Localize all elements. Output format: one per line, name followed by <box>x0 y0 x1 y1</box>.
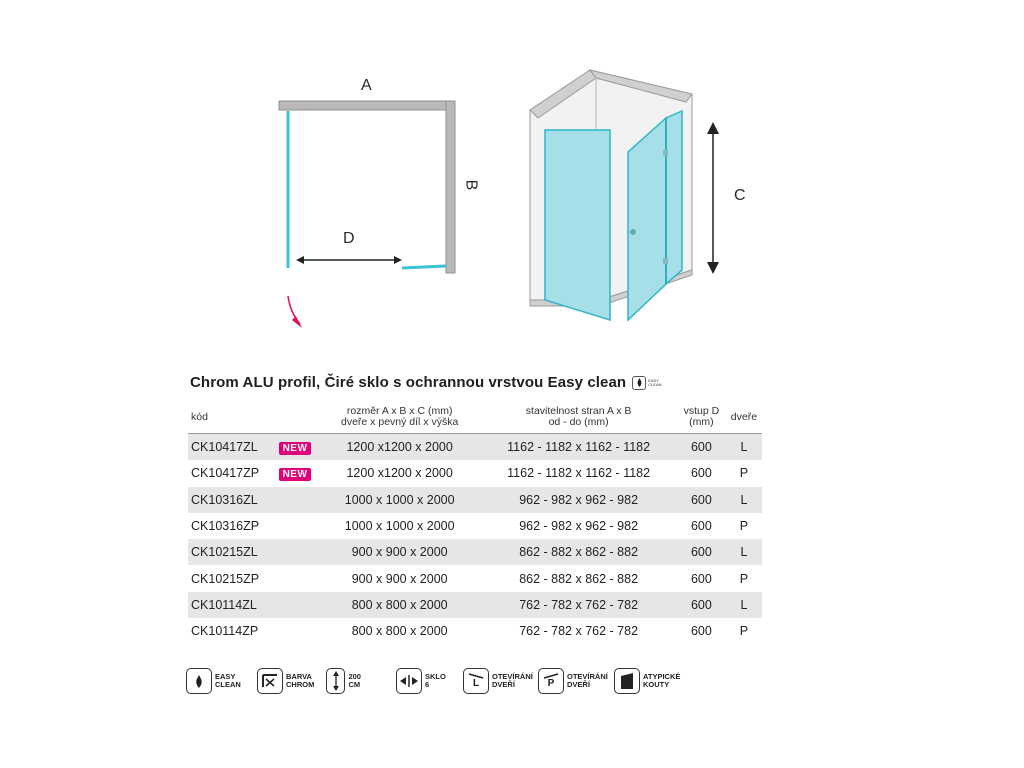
row-door: L <box>726 434 762 461</box>
header-badge <box>271 402 319 434</box>
header-code: kód <box>188 402 271 434</box>
easy-clean-badge-icon <box>632 376 646 390</box>
atypical-icon <box>614 668 640 694</box>
row-code: CK10215ZP <box>191 571 260 586</box>
feature-door-left-label <box>492 673 533 690</box>
table-row <box>188 539 762 565</box>
table-row <box>188 434 762 461</box>
row-dims: 900 x 900 x 2000 <box>351 571 448 586</box>
feature-glass-line1: SKLO <box>425 671 446 681</box>
row-code: CK10114ZL <box>188 592 271 618</box>
row-entry: 600 <box>690 624 712 639</box>
feature-door-right-label <box>567 673 608 690</box>
feature-easy-clean-line1: EASY <box>215 671 236 681</box>
row-door: L <box>726 592 762 618</box>
row-dims: 800 x 800 x 2000 <box>319 592 480 618</box>
feature-color-line2: CHROM <box>286 680 315 689</box>
row-door: P <box>739 519 749 534</box>
table-body <box>188 434 762 645</box>
dimension-label-a: A <box>361 77 372 94</box>
feature-glass-label <box>425 673 446 690</box>
row-entry: 600 <box>677 434 726 461</box>
table-row <box>188 460 762 486</box>
feature-easy-clean-line2: CLEAN <box>215 680 241 689</box>
row-badge-cell <box>271 539 319 565</box>
row-entry: 600 <box>677 539 726 565</box>
row-code: CK10316ZP <box>191 519 260 534</box>
table-row <box>188 513 762 539</box>
row-entry: 600 <box>677 592 726 618</box>
row-entry: 600 <box>690 519 712 534</box>
feature-atypical-line2: KOUTY <box>643 680 670 689</box>
door-right-icon <box>538 668 564 694</box>
row-adjust: 862 - 882 x 862 - 882 <box>519 571 639 586</box>
row-adjust: 962 - 982 x 962 - 982 <box>480 487 677 513</box>
door-left-letter: L <box>472 678 480 689</box>
door-right-letter: P <box>547 678 555 689</box>
glass-thickness-icon <box>396 668 422 694</box>
feature-door-right-line1: OTEVÍRÁNÍ <box>567 671 608 681</box>
feature-door-left <box>463 668 533 694</box>
header-door: dveře <box>726 402 762 434</box>
row-door: P <box>739 571 749 586</box>
feature-door-left-line2: DVEŘÍ <box>492 680 515 689</box>
feature-height-label <box>348 673 367 690</box>
row-door: L <box>726 487 762 513</box>
feature-color-line1: BARVA <box>286 671 312 681</box>
plan-view-diagram <box>279 101 455 328</box>
feature-atypical-label <box>643 673 680 690</box>
row-code: CK10114ZP <box>191 624 259 639</box>
header-dims-line1: rozměr A x B x C (mm) <box>346 405 453 417</box>
row-adjust: 862 - 882 x 862 - 882 <box>480 539 677 565</box>
perspective-view-diagram <box>530 70 719 320</box>
row-adjust: 1162 - 1182 x 1162 - 1182 <box>480 434 677 461</box>
header-entry <box>677 402 726 434</box>
new-badge: NEW <box>279 468 312 481</box>
feature-easy-clean-label <box>215 673 241 690</box>
feature-door-left-line1: OTEVÍRÁNÍ <box>492 671 533 681</box>
feature-glass-line2: 6 <box>425 680 430 689</box>
feature-atypical <box>614 668 680 694</box>
row-badge-cell <box>271 460 319 486</box>
row-door: L <box>726 539 762 565</box>
header-dims <box>319 402 480 434</box>
row-code: CK10316ZL <box>188 487 271 513</box>
header-adjust-line2: od - do (mm) <box>548 416 609 428</box>
row-badge-cell <box>271 565 319 591</box>
header-dims-line2: dveře x pevný díl x výška <box>341 416 459 428</box>
feature-atypical-line1: ATYPICKÉ <box>643 671 681 681</box>
table-row <box>188 487 762 513</box>
product-title: Chrom ALU profil, Čiré sklo s ochrannou vrstvou Easy clean <box>190 374 627 391</box>
drop-icon <box>186 668 212 694</box>
row-code: CK10215ZL <box>188 539 271 565</box>
feature-height-line1: 200 CM <box>348 671 361 689</box>
feature-easy-clean <box>186 668 241 694</box>
dimension-label-b: B <box>462 179 480 191</box>
feature-door-right <box>538 668 608 694</box>
header-entry-line2: (mm) <box>689 416 714 428</box>
new-badge: NEW <box>279 442 312 455</box>
row-code: CK10417ZP <box>191 466 260 481</box>
feature-glass <box>396 668 446 694</box>
chrome-profile-icon <box>257 668 283 694</box>
row-dims: 1000 x 1000 x 2000 <box>319 487 480 513</box>
dimension-label-d: D <box>343 230 355 247</box>
easy-clean-badge-text: EASY CLEAN <box>648 377 662 387</box>
feature-height <box>326 668 368 694</box>
row-adjust: 762 - 782 x 762 - 782 <box>480 592 677 618</box>
feature-color-label <box>286 673 314 690</box>
row-entry: 600 <box>690 571 712 586</box>
dimension-label-c: C <box>734 187 746 204</box>
row-door: P <box>739 466 749 481</box>
row-adjust: 762 - 782 x 762 - 782 <box>519 624 639 639</box>
header-adjust <box>480 402 677 434</box>
row-entry: 600 <box>690 466 712 481</box>
header-adjust-line1: stavitelnost stran A x B <box>525 405 632 417</box>
row-badge-cell <box>271 592 319 618</box>
shower-diagrams <box>0 0 1024 360</box>
table-row <box>188 592 762 618</box>
door-left-icon <box>463 668 489 694</box>
feature-door-right-line2: DVEŘÍ <box>567 680 590 689</box>
row-dims: 1200 x1200 x 2000 <box>319 434 480 461</box>
row-dims: 800 x 800 x 2000 <box>351 624 448 639</box>
table-header-row <box>188 402 762 434</box>
row-code: CK10417ZL <box>188 434 271 461</box>
row-dims: 900 x 900 x 2000 <box>319 539 480 565</box>
table-row <box>188 565 762 591</box>
row-badge-cell <box>271 434 319 461</box>
row-dims: 1200 x1200 x 2000 <box>346 466 453 481</box>
table-row <box>188 618 762 644</box>
header-entry-line1: vstup D <box>683 405 720 417</box>
row-badge-cell <box>271 487 319 513</box>
height-arrow-icon <box>326 668 345 694</box>
row-badge-cell <box>271 513 319 539</box>
row-adjust: 962 - 982 x 962 - 982 <box>519 519 639 534</box>
product-title-row <box>190 374 662 391</box>
row-dims: 1000 x 1000 x 2000 <box>344 519 455 534</box>
row-adjust: 1162 - 1182 x 1162 - 1182 <box>507 466 651 481</box>
row-badge-cell <box>271 618 319 644</box>
row-entry: 600 <box>677 487 726 513</box>
spec-table <box>188 402 762 644</box>
feature-color-chrome <box>257 668 314 694</box>
row-door: P <box>739 624 749 639</box>
